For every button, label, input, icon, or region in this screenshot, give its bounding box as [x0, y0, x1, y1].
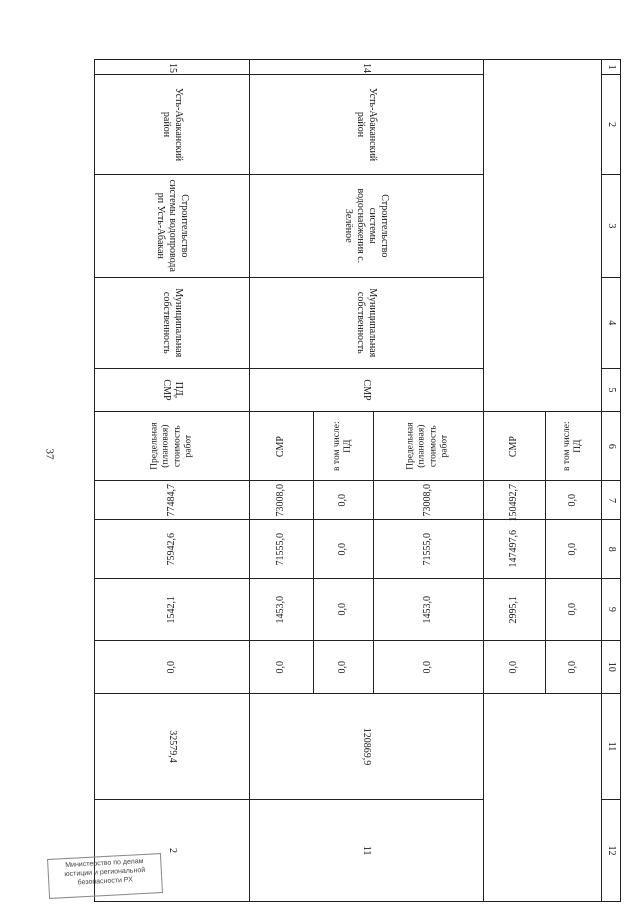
- object-cell: Строительство системы водопровода рп Усть-Абакан: [95, 174, 250, 277]
- table-row: [374, 60, 484, 902]
- stamp: [47, 853, 163, 899]
- col-header-8: 8: [602, 520, 621, 579]
- cell-c9: 0,0: [314, 579, 374, 641]
- col-header-2: 2: [602, 75, 621, 175]
- cell-c8: 0,0: [546, 520, 602, 579]
- col-header-10: 10: [602, 640, 621, 693]
- sub-label: в том числе: ПД: [314, 412, 374, 481]
- stamp-line: безопасности РХ: [77, 876, 134, 886]
- cell-c10: 0,0: [374, 640, 484, 693]
- cell-c10: 0,0: [95, 640, 250, 693]
- cell-c10: 0,0: [250, 640, 314, 693]
- col12-cell: 2: [95, 800, 250, 902]
- district-cell: Усть-Абаканский район: [95, 75, 250, 175]
- cell-c7: 77484,7: [95, 481, 250, 520]
- ownership-cell: Муниципальная собственность: [250, 277, 484, 368]
- sub-label: Предельная (плановая) стоимость работ: [95, 412, 250, 481]
- cell-c8: 71555,0: [250, 520, 314, 579]
- col11-cell: 120869,9: [250, 693, 484, 799]
- cell-c10: 0,0: [314, 640, 374, 693]
- cell-c7: 73008,0: [250, 481, 314, 520]
- type-cell: СМР: [250, 368, 484, 411]
- cell-c7: 73008,0: [374, 481, 484, 520]
- cell-c7: 150492,7: [484, 481, 546, 520]
- cell-c7: 0,0: [546, 481, 602, 520]
- stamp-line: Министерство по делам: [65, 857, 144, 870]
- cell-c8: 147497,6: [484, 520, 546, 579]
- sub-label: в том числе: ПД: [546, 412, 602, 481]
- cell-c8: 75942,6: [95, 520, 250, 579]
- col-header-1: 1: [602, 60, 621, 75]
- cell-c10: 0,0: [546, 640, 602, 693]
- data-table: [94, 59, 621, 902]
- col-header-6: 6: [602, 412, 621, 481]
- col-header-9: 9: [602, 579, 621, 641]
- cell-c9: 1453,0: [374, 579, 484, 641]
- cell-c8: 71555,0: [374, 520, 484, 579]
- district-cell: Усть-Абаканский район: [250, 75, 484, 175]
- col12-cell: 11: [250, 800, 484, 902]
- cell-c9: 1542,1: [95, 579, 250, 641]
- col-header-5: 5: [602, 368, 621, 411]
- rotated-table: [96, 59, 621, 902]
- col-header-7: 7: [602, 481, 621, 520]
- table-row: [546, 60, 602, 902]
- cell-c9: 0,0: [546, 579, 602, 641]
- row-number: 15: [95, 60, 250, 75]
- empty-cell: [484, 693, 602, 901]
- col-header-11: 11: [602, 693, 621, 799]
- sub-label: Предельная (плановая) стоимость работ: [374, 412, 484, 481]
- col-header-12: 12: [602, 800, 621, 902]
- header-row: [602, 60, 621, 902]
- object-cell: Строительство системы водоснабжения с. Зелёное: [250, 174, 484, 277]
- sub-label: СМР: [484, 412, 546, 481]
- cell-c10: 0,0: [484, 640, 546, 693]
- stamp-line: юстиции и региональной: [64, 866, 146, 878]
- cell-c7: 0,0: [314, 481, 374, 520]
- ownership-cell: Муниципальная собственность: [95, 277, 250, 368]
- col-header-3: 3: [602, 174, 621, 277]
- page-number: 37: [43, 448, 56, 460]
- sub-label: СМР: [250, 412, 314, 481]
- row-number: 14: [250, 60, 484, 75]
- empty-cell: [484, 60, 602, 412]
- type-cell: ПД, СМР: [95, 368, 250, 411]
- cell-c9: 1453,0: [250, 579, 314, 641]
- table-row: [95, 60, 250, 902]
- col-header-4: 4: [602, 277, 621, 368]
- cell-c9: 2995,1: [484, 579, 546, 641]
- cell-c8: 0,0: [314, 520, 374, 579]
- col11-cell: 32579,4: [95, 693, 250, 799]
